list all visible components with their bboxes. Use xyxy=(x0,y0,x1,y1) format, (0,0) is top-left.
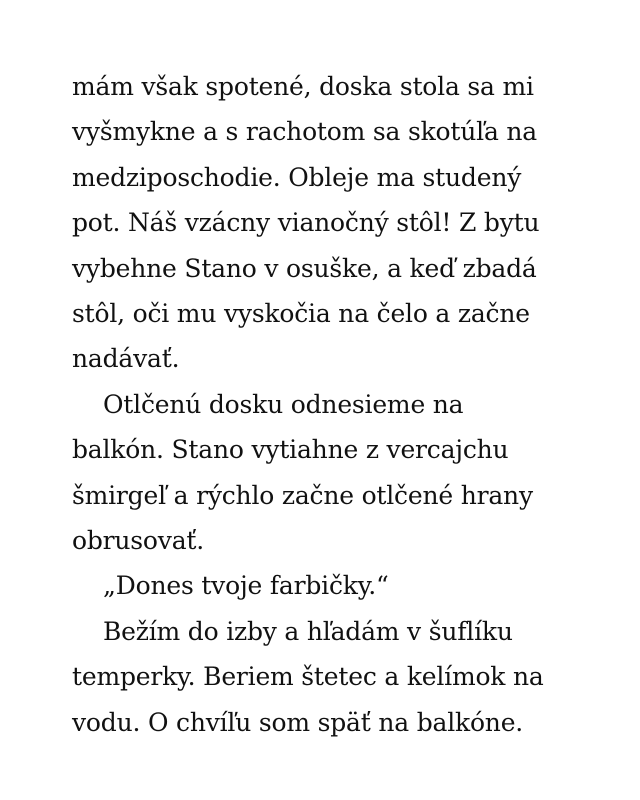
text-line: vybehne Stano v osuške, a keď zbadá xyxy=(72,253,537,283)
text-line: vyšmykne a s rachotom sa skotúľa na xyxy=(72,117,537,147)
text-line: nadávať. xyxy=(72,344,180,374)
text-line: obrusovať. xyxy=(72,526,205,556)
text-line: mám však spotené, doska stola sa mi xyxy=(72,72,534,101)
paragraph-start-line: Otlčenú dosku odnesieme na xyxy=(103,389,464,419)
book-page xyxy=(72,64,592,745)
text-line: vodu. O chvíľu som späť na balkóne. xyxy=(72,707,524,737)
paragraph-start-line: Bežím do izby a hľadám v šuflíku xyxy=(103,616,513,646)
text-line: pot. Náš vzácny vianočný stôl! Z bytu xyxy=(72,208,540,238)
text-line: balkón. Stano vytiahne z vercajchu xyxy=(72,435,509,465)
text-line: šmirgeľ a rýchlo začne otlčené hrany xyxy=(72,480,533,510)
text-line: temperky. Beriem štetec a kelímok na xyxy=(72,662,544,692)
text-line: medziposchodie. Obleje ma studený xyxy=(72,162,522,192)
dialogue-line: „Dones tvoje farbičky.“ xyxy=(103,571,389,601)
text-line: stôl, oči mu vyskočia na čelo a začne xyxy=(72,299,530,329)
